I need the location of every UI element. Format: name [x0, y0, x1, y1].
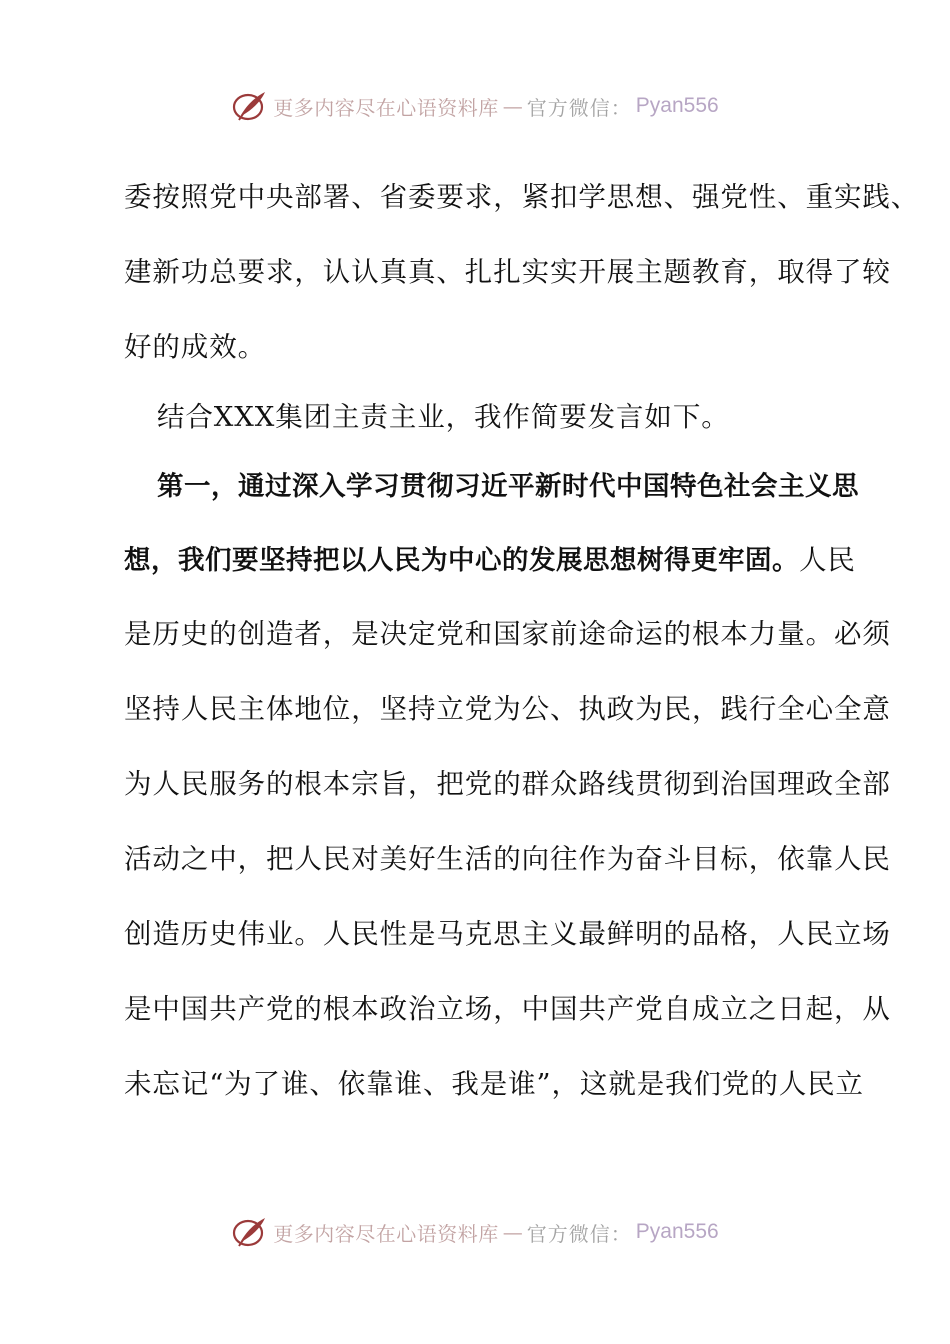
paragraph-line: 为人民服务的根本宗旨，把党的群众路线贯彻到治国理政全部 — [124, 768, 891, 800]
banner-separator: — — [502, 94, 523, 118]
paragraph-line: 坚持人民主体地位，坚持立党为公、执政为民，践行全心全意 — [124, 693, 891, 725]
footer-separator: — — [502, 1220, 523, 1244]
paragraph-line: 委按照党中央部署、省委要求，紧扣学思想、强党性、重实践、 — [124, 181, 920, 213]
footer-official-label: 官方微信： — [526, 1221, 632, 1246]
banner-official-label: 官方微信： — [526, 95, 632, 120]
document-body — [124, 160, 920, 1122]
paragraph-line: 是中国共产党的根本政治立场，中国共产党自成立之日起，从 — [124, 993, 891, 1025]
heading-line — [124, 449, 859, 523]
footer-wechat-id: Pyan556 — [635, 1220, 719, 1243]
first-point-heading: 第一，通过深入学习贯彻习近平新时代中国特色社会主义思 — [157, 471, 859, 502]
footer-title: 更多内容尽在心语资料库 — [273, 1221, 499, 1246]
paragraph-line: 建新功总要求，认认真真、扎扎实实开展主题教育，取得了较 — [124, 256, 891, 288]
first-point-text: 人民 — [799, 544, 856, 576]
banner-wechat-id: Pyan556 — [635, 94, 719, 117]
paragraph-line: 好的成效。 — [124, 331, 266, 363]
first-point-heading-cont: 想，我们要坚持把以人民为中心的发展思想树得更牢固。 — [124, 545, 799, 576]
paragraph-line: 未忘记“为了谁、依靠谁、我是谁”，这就是我们党的人民立 — [124, 1068, 864, 1100]
paragraph-line: 创造历史伟业。人民性是马克思主义最鲜明的品格，人民立场 — [124, 918, 891, 950]
banner-title: 更多内容尽在心语资料库 — [273, 95, 499, 120]
footer-banner — [0, 1210, 950, 1254]
paragraph-line: 活动之中，把人民对美好生活的向往作为奋斗目标，依靠人民 — [124, 843, 891, 875]
paragraph-line: 是历史的创造者，是决定党和国家前途命运的根本力量。必须 — [124, 618, 891, 650]
quill-logo-icon — [231, 1213, 269, 1251]
header-banner — [0, 84, 950, 128]
quill-logo-icon — [231, 87, 269, 125]
paragraph-line — [124, 523, 856, 597]
paragraph-line: 结合XXX集团主责主业，我作简要发言如下。 — [157, 401, 730, 433]
